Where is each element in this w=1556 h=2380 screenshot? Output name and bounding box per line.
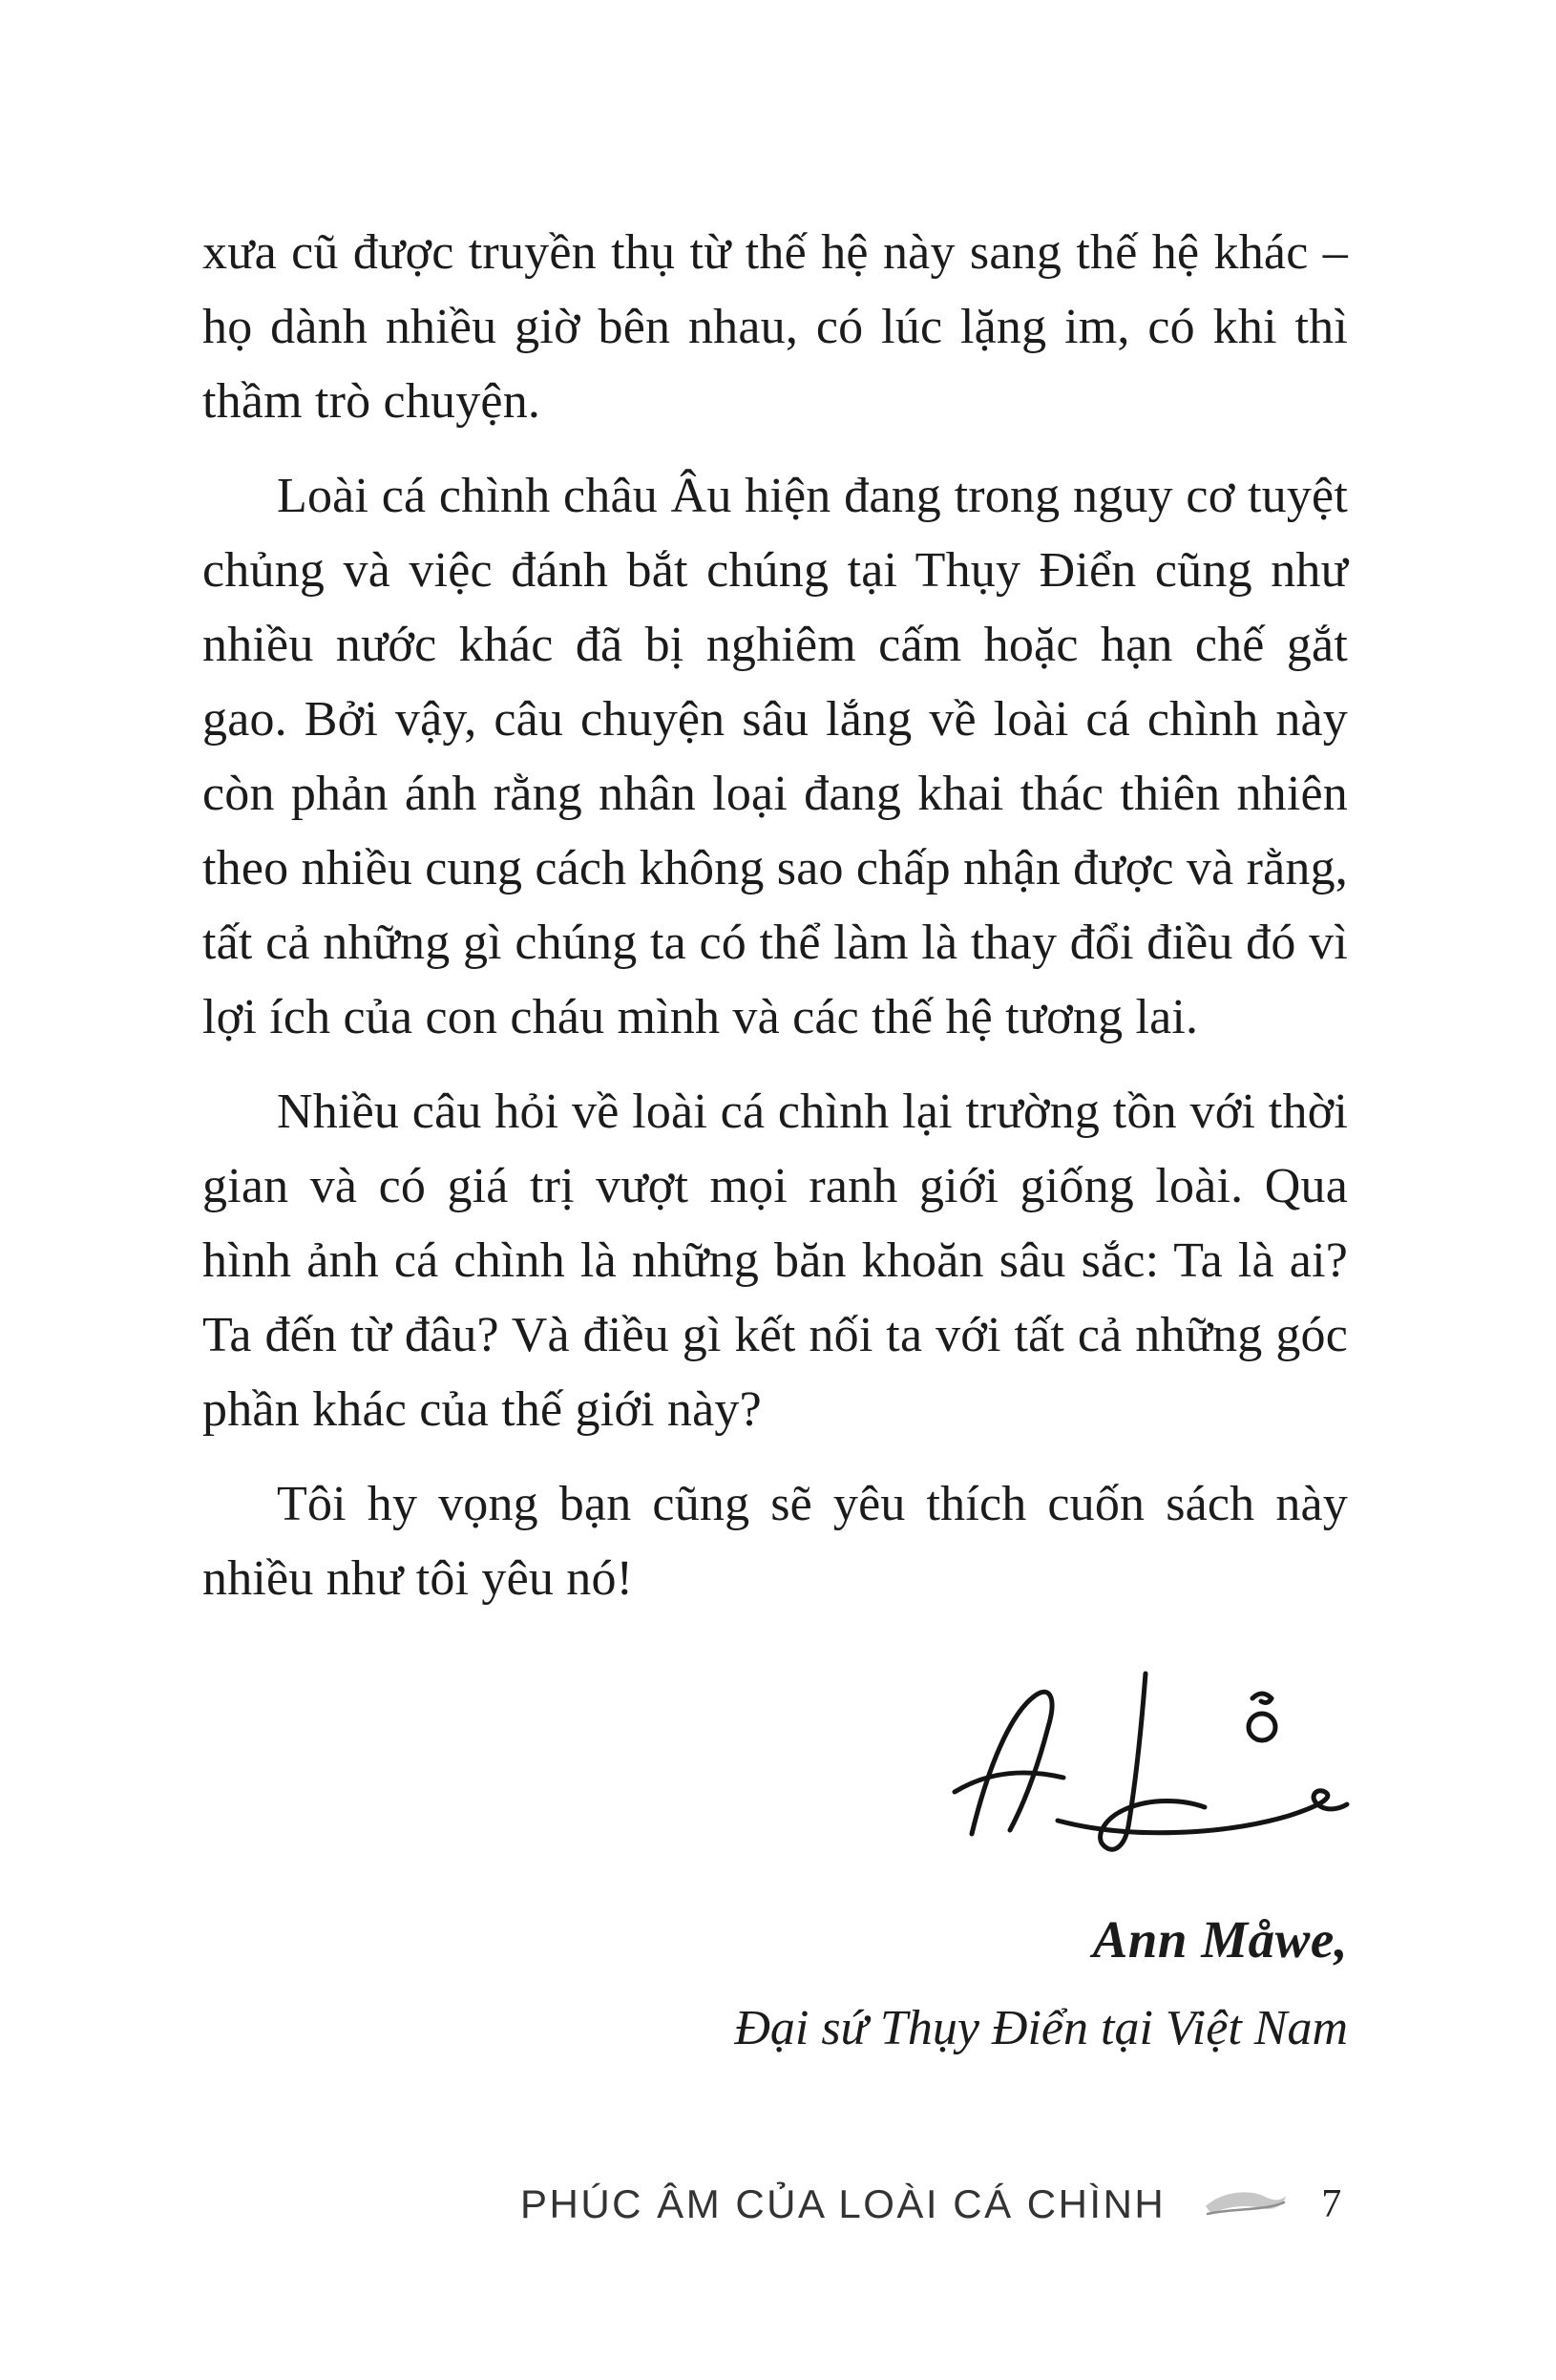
signature-image — [945, 1656, 1360, 1881]
paragraph: Tôi hy vọng bạn cũng sẽ yêu thích cuốn sách này nhiều như tôi yêu nó! — [202, 1477, 1348, 1606]
paragraph: xưa cũ được truyền thụ từ thế hệ này sang thế hệ khác – họ dành nhiều giờ bên nhau, có lúc lặng im, có khi thì thầm trò chuyện. — [202, 225, 1348, 429]
author-title: Đại sứ Thụy Điển tại Việt Nam — [734, 2001, 1348, 2055]
page-footer — [520, 2181, 1341, 2227]
eel-swoosh-icon — [1198, 2185, 1289, 2223]
page-number: 7 — [1321, 2182, 1342, 2226]
paragraph: Loài cá chình châu Âu hiện đang trong nguy cơ tuyệt chủng và việc đánh bắt chúng tại Thụy Điển cũng như nhiều nước khác đã bị nghiêm cấm hoặc hạn chế gắt gao. Bởi vậy, câu chuyện sâu lắng về loài cá chình này còn phản ánh rằng nhân loại đang khai thác thiên nhiên theo nhiều cung cách không sao chấp nhận được và rằng, tất cả những gì chúng ta có thể làm là thay đổi điều đó vì lợi ích của con cháu mình và các thế hệ tương lai. — [202, 469, 1348, 1044]
book-title: PHÚC ÂM CỦA LOÀI CÁ CHÌNH — [520, 2181, 1167, 2226]
author-name: Ann Måwe, — [1092, 1910, 1348, 1969]
paragraph: Nhiều câu hỏi về loài cá chình lại trường tồn với thời gian và có giá trị vượt mọi ranh giới giống loài. Qua hình ảnh cá chình là những băn khoăn sâu sắc: Ta là ai? Ta đến từ đâu? Và điều gì kết nối ta với tất cả những góc phần khác của thế giới này? — [202, 1085, 1348, 1437]
page-body — [202, 216, 1348, 1636]
